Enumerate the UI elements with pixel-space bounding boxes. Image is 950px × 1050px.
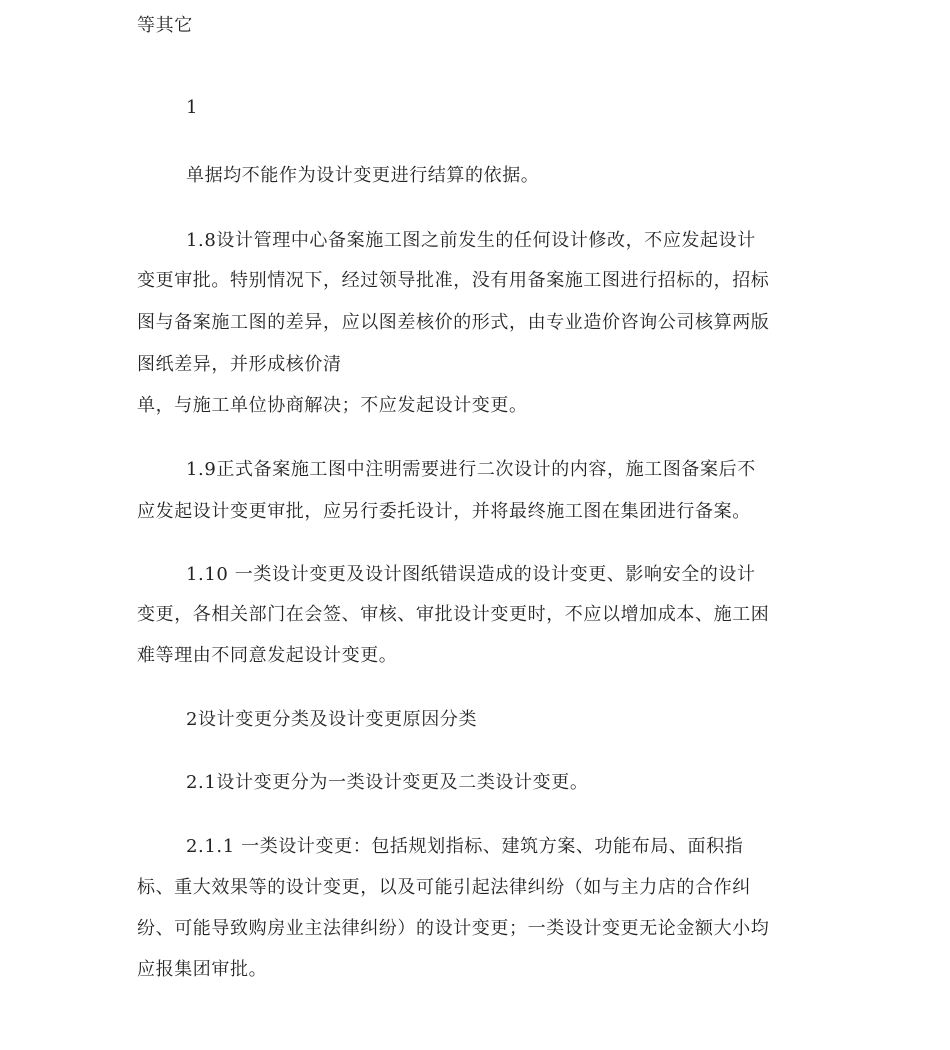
- paragraph-line: 2.1.1 一类设计变更：包括规划指标、建筑方案、功能布局、面积指: [186, 836, 744, 857]
- paragraph-line: 图与备案施工图的差异，应以图差核价的形式，由专业造价咨询公司核算两版: [137, 312, 770, 333]
- paragraph-line: 1.8设计管理中心备案施工图之前发生的任何设计修改，不应发起设计: [186, 230, 756, 251]
- section-heading: 2设计变更分类及设计变更原因分类: [186, 709, 478, 730]
- paragraph-line: 2.1设计变更分为一类设计变更及二类设计变更。: [186, 772, 589, 793]
- text-line: 等其它: [137, 15, 193, 36]
- paragraph-line: 单，与施工单位协商解决；不应发起设计变更。: [137, 395, 528, 416]
- paragraph-line: 应发起设计变更审批，应另行委托设计，并将最终施工图在集团进行备案。: [137, 501, 751, 522]
- paragraph-line: 图纸差异，并形成核价清: [137, 354, 342, 375]
- paragraph-line: 变更审批。特别情况下，经过领导批准，没有用备案施工图进行招标的，招标: [137, 270, 770, 291]
- paragraph-line: 变更，各相关部门在会签、审核、审批设计变更时，不应以增加成本、施工困: [137, 604, 770, 625]
- paragraph-line: 1.10 一类设计变更及设计图纸错误造成的设计变更、影响安全的设计: [186, 564, 756, 585]
- paragraph-line: 应报集团审批。: [137, 959, 268, 980]
- paragraph-line: 纷、可能导致购房业主法律纠纷）的设计变更；一类设计变更无论金额大小均: [137, 918, 770, 939]
- paragraph-line: 标、重大效果等的设计变更，以及可能引起法律纠纷（如与主力店的合作纠: [137, 877, 751, 898]
- page-number: 1: [186, 97, 199, 118]
- paragraph-line: 单据均不能作为设计变更进行结算的依据。: [186, 165, 540, 186]
- paragraph-line: 难等理由不同意发起设计变更。: [137, 645, 398, 666]
- paragraph-line: 1.9正式备案施工图中注明需要进行二次设计的内容，施工图备案后不: [186, 459, 756, 480]
